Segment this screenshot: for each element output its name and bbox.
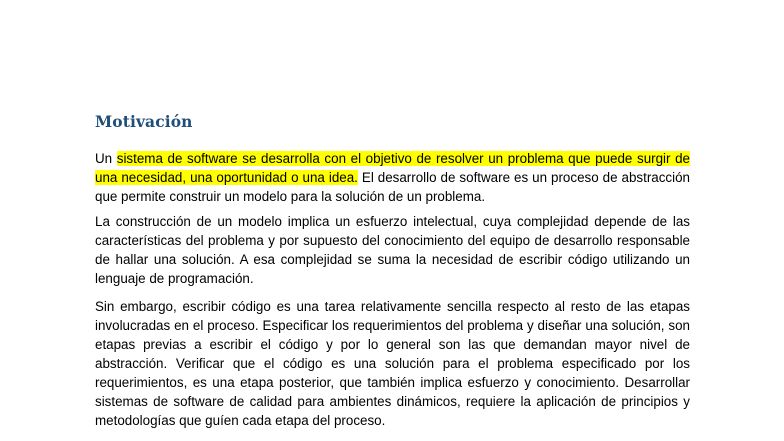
paragraph-intro-rest: El desarrollo de software es un proceso de abstracción que permite construir un modelo para la solución de un problema. (95, 170, 690, 204)
paragraph-intro (95, 149, 690, 206)
paragraph-model-construction: La construcción de un modelo implica un esfuerzo intelectual, cuya complejidad depende de las características del problema y por supuesto del conocimiento del equipo de desarrollo responsable de hallar una solución. A esa complejidad se suma la necesidad de escribir código utilizando un lenguaje de programación. (95, 214, 690, 286)
paragraph-process-stages: Sin embargo, escribir código es una tarea relativamente sencilla respecto al resto de las etapas involucradas en el proceso. Especificar los requerimientos del problema y diseñar una solución, son etapas previas a escribir el código y por lo general son las que demandan mayor nivel de abstracción. Verificar que el código es una solución para el problema especificado por los requerimientos, es una etapa posterior, que también implica esfuerzo y conocimiento. Desarrollar sistemas de software de calidad para ambientes dinámicos, requiere la aplicación de principios y metodologías que guíen cada etapa del proceso. (95, 299, 690, 428)
section-heading: Motivación (95, 112, 193, 131)
highlighted-text: sistema de software se desarrolla con el objetivo de resolver un problema que puede surgir de una necesidad, una oportunidad o una idea. (95, 151, 691, 185)
paragraph-intro-lead: Un (95, 151, 117, 166)
